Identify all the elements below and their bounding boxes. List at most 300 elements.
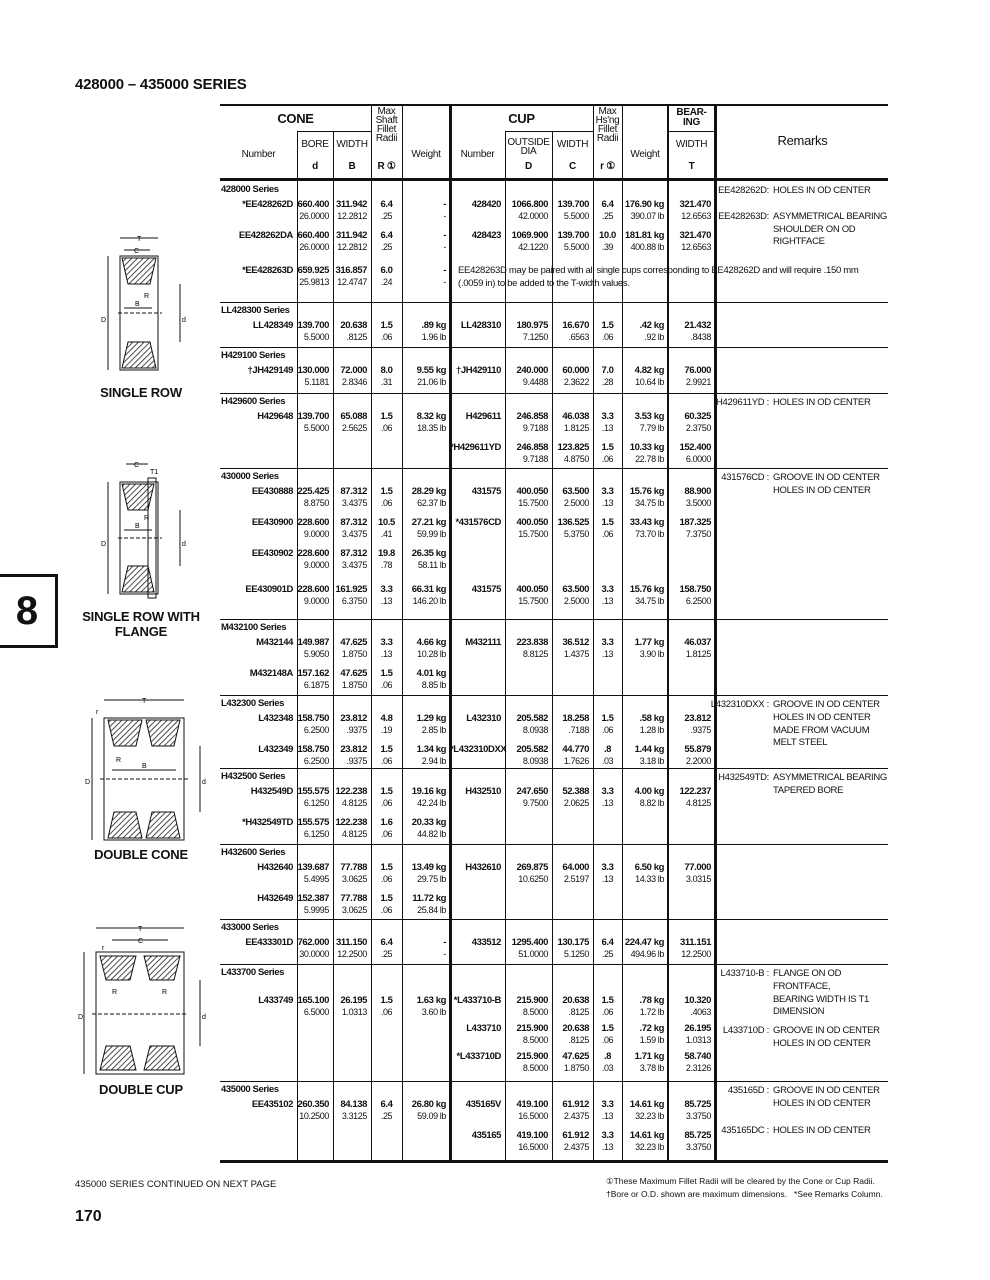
housing-fillet-radius-metric: 3.3	[601, 584, 614, 595]
cup-outside-dia	[505, 995, 552, 1018]
cone-width	[333, 230, 371, 253]
cone-number: EE428262DA	[238, 230, 293, 241]
remark-part-number: 431576CD :	[721, 472, 769, 483]
cone-weight	[402, 442, 450, 465]
housing-fillet-radius-metric: .8	[603, 1051, 612, 1062]
bearing-width	[668, 199, 715, 222]
shaft-fillet-radius-inch: .06	[380, 422, 393, 433]
cup-width	[552, 1130, 593, 1153]
cone-weight-metric: 20.33 kg	[411, 817, 446, 828]
housing-fillet-radius	[593, 786, 622, 809]
cup-number: M432111	[465, 637, 501, 648]
cup-width	[552, 637, 593, 660]
table-row	[220, 817, 715, 840]
cup-width	[552, 786, 593, 809]
remark-line: HOLES IN OD CENTER	[773, 1037, 871, 1049]
series-block	[220, 920, 888, 965]
cone-width-inch: 12.2812	[337, 210, 367, 221]
cup-outside-dia-metric: 246.858	[516, 411, 548, 422]
table-row	[220, 786, 715, 809]
bearing-width	[668, 668, 715, 691]
header-shaft-fillet: Max Shaft Fillet Radii	[375, 106, 398, 144]
bearing-width-inch: 6.0000	[685, 453, 711, 464]
cup-number: 433512	[471, 937, 501, 948]
single-row-diagram	[88, 228, 198, 378]
series-block	[220, 348, 888, 394]
cup-width-inch: 2.4375	[563, 1141, 589, 1152]
cup-outside-dia-metric: 400.050	[516, 584, 548, 595]
cup-width-inch: 2.5000	[563, 595, 589, 606]
cup-weight-metric: 176.90 kg	[624, 199, 664, 210]
cone-width-metric: 47.625	[340, 668, 367, 679]
cone-weight-inch: 25.84 lb	[417, 904, 446, 915]
cup-width	[552, 365, 593, 388]
cup-outside-dia-metric: 180.975	[516, 320, 548, 331]
cup-outside-dia-inch: 15.7500	[518, 595, 548, 606]
remark-line: GROOVE IN OD CENTER	[773, 472, 880, 483]
series-entries	[220, 713, 715, 775]
housing-fillet-radius	[593, 365, 622, 388]
cone-bore-inch: 8.8750	[303, 497, 329, 508]
double-cup-diagram	[72, 922, 214, 1082]
remark-line: MADE FROM VACUUM	[773, 724, 870, 736]
series-name: M432100 Series	[221, 622, 287, 633]
cup-outside-dia	[505, 517, 552, 540]
cone-weight	[402, 1099, 450, 1122]
cup-weight-inch: 32.23 lb	[635, 1141, 664, 1152]
cone-weight	[402, 265, 450, 288]
series-block	[220, 394, 888, 469]
shaft-fillet-radius-inch: .25	[380, 948, 393, 959]
shaft-fillet-radius-metric: 1.5	[380, 995, 393, 1006]
remark-line: HOLES IN OD CENTER	[773, 1097, 871, 1109]
shaft-fillet-radius	[371, 817, 402, 840]
cone-width-metric: 84.138	[340, 1099, 367, 1110]
cone-bore-inch: 5.5000	[303, 331, 329, 342]
svg-text:D: D	[78, 1014, 84, 1021]
cup-width-inch: .8125	[568, 1006, 589, 1017]
cone-weight-inch: -	[443, 948, 446, 959]
cone-bore-inch: 30.0000	[299, 948, 329, 959]
housing-fillet-radius-inch: .25	[601, 210, 614, 221]
bearing-width	[668, 365, 715, 388]
cup-weight	[622, 744, 668, 767]
cone-bore-inch: 9.0000	[303, 595, 329, 606]
cup-outside-dia	[505, 1099, 552, 1122]
cup-outside-dia-inch: 9.7188	[522, 453, 548, 464]
housing-fillet-radius-metric: 3.3	[601, 862, 614, 873]
header-remarks: Remarks	[777, 133, 828, 148]
cup-width-inch: 2.5000	[563, 497, 589, 508]
cone-bore-inch: 26.0000	[299, 210, 329, 221]
cone-bore-metric: 139.700	[297, 320, 329, 331]
housing-fillet-radius-metric: .8	[603, 744, 612, 755]
bearing-width-metric: 21.432	[684, 320, 711, 331]
bearing-width	[668, 786, 715, 809]
bearing-width-metric: 76.000	[684, 365, 711, 376]
shaft-fillet-radius-metric: 10.5	[378, 517, 395, 528]
cone-width	[333, 786, 371, 809]
cone-weight	[402, 1023, 450, 1046]
shaft-fillet-radius-inch: .78	[380, 559, 393, 570]
cone-number: H432649	[257, 893, 293, 904]
housing-fillet-radius	[593, 668, 622, 691]
cone-bore	[297, 744, 333, 767]
remark-text	[773, 211, 887, 249]
header-D-symbol: D	[525, 161, 532, 172]
cone-bore-inch: 9.0000	[303, 559, 329, 570]
cone-number: *H432549TD	[242, 817, 293, 828]
cone-width-inch: 3.4375	[341, 528, 367, 539]
single-row-flange-diagram	[88, 452, 198, 600]
shaft-fillet-radius-inch: .25	[380, 241, 393, 252]
shaft-fillet-radius-inch: .13	[380, 595, 393, 606]
cup-width	[552, 995, 593, 1018]
shaft-fillet-radius	[371, 411, 402, 434]
cup-outside-dia	[505, 199, 552, 222]
remark-line: BEARING WIDTH IS T1	[773, 993, 869, 1005]
header-cup-weight: Weight	[630, 149, 660, 160]
series-entries	[220, 862, 715, 924]
cone-width	[333, 442, 371, 465]
svg-text:T: T	[137, 236, 142, 243]
cone-bore	[297, 365, 333, 388]
cup-outside-dia-metric: 247.650	[516, 786, 548, 797]
series-name: L432300 Series	[221, 698, 285, 709]
bearing-width-inch: 2.3126	[685, 1062, 711, 1073]
cone-width-inch: 12.4747	[337, 276, 367, 287]
svg-text:d: d	[182, 541, 186, 548]
cup-outside-dia-inch: 15.7500	[518, 497, 548, 508]
cone-number: EE433301D	[245, 937, 293, 948]
cup-outside-dia-inch: 8.5000	[522, 1062, 548, 1073]
cup-number: 431575	[471, 486, 501, 497]
cone-weight-metric: 19.16 kg	[411, 786, 446, 797]
cone-width-metric: 311.942	[335, 199, 367, 210]
housing-fillet-radius	[593, 584, 622, 607]
cup-weight	[622, 817, 668, 840]
cone-bore	[297, 817, 333, 840]
cup-outside-dia	[505, 230, 552, 253]
cone-width-metric: 47.625	[340, 637, 367, 648]
svg-text:d: d	[202, 779, 206, 786]
series-name: 428000 Series	[221, 184, 279, 195]
remark-part-number: EE428263D:	[718, 210, 769, 222]
cup-weight-inch: 10.64 lb	[635, 376, 664, 387]
cup-width-metric: 139.700	[557, 199, 589, 210]
bearing-width-inch: 3.0315	[685, 873, 711, 884]
cone-bore	[297, 411, 333, 434]
bearing-width-inch: 12.6563	[681, 210, 711, 221]
shaft-fillet-radius-inch: .06	[380, 755, 393, 766]
bearing-width	[668, 486, 715, 509]
bearing-width	[668, 713, 715, 736]
housing-fillet-radius	[593, 1023, 622, 1046]
cup-outside-dia-metric: 215.900	[516, 1023, 548, 1034]
cone-bore-metric: 149.987	[297, 637, 329, 648]
series-entries	[220, 786, 715, 848]
cup-weight-inch: 1.28 lb	[639, 724, 664, 735]
svg-text:R: R	[144, 515, 150, 522]
table-row	[220, 1023, 715, 1046]
bearing-width-inch: .9375	[690, 724, 711, 735]
header-bearing: BEAR- ING	[676, 107, 707, 128]
cup-weight-metric: 14.61 kg	[629, 1099, 664, 1110]
cup-number: L432310	[466, 713, 501, 724]
footnote-fillet: ①These Maximum Fillet Radii will be cleared by the Cone or Cup Radii.	[606, 1176, 875, 1186]
cone-width	[333, 411, 371, 434]
series-block	[220, 845, 888, 920]
svg-text:D: D	[85, 779, 91, 786]
cup-weight	[622, 517, 668, 540]
shaft-fillet-radius-inch: .06	[380, 873, 393, 884]
cup-width-metric: 44.770	[562, 744, 589, 755]
svg-text:T: T	[138, 926, 143, 933]
cone-weight-inch: 29.75 lb	[417, 873, 446, 884]
shaft-fillet-radius-metric: 6.4	[380, 199, 393, 210]
bearing-width-inch: 1.8125	[685, 648, 711, 659]
shaft-fillet-radius	[371, 320, 402, 343]
cup-width	[552, 817, 593, 840]
cone-bore-inch: 5.9050	[303, 648, 329, 659]
series-entries	[220, 365, 715, 396]
remark-part-number: L433710-B :	[720, 968, 769, 979]
cone-number: L432349	[258, 744, 293, 755]
cup-outside-dia	[505, 584, 552, 607]
cone-width	[333, 584, 371, 607]
cone-bore-inch: 5.4995	[303, 873, 329, 884]
shaft-fillet-radius-metric: 1.5	[380, 786, 393, 797]
cone-weight	[402, 1130, 450, 1153]
shaft-fillet-radius	[371, 786, 402, 809]
bearing-table	[220, 104, 888, 1165]
cup-width-inch: 1.4375	[563, 648, 589, 659]
bearing-width	[668, 744, 715, 767]
housing-fillet-radius-metric: 1.5	[601, 320, 614, 331]
header-cup-number: Number	[460, 149, 495, 160]
bearing-width	[668, 1130, 715, 1153]
cup-weight-metric: 3.53 kg	[634, 411, 664, 422]
housing-fillet-radius	[593, 548, 622, 571]
cup-outside-dia-metric: 246.858	[516, 442, 548, 453]
housing-fillet-radius-inch: .39	[601, 241, 614, 252]
housing-fillet-radius	[593, 230, 622, 253]
cone-bore-metric: 660.400	[297, 199, 329, 210]
housing-fillet-radius	[593, 199, 622, 222]
cone-weight-metric: .89 kg	[421, 320, 446, 331]
cup-weight-inch: 34.75 lb	[635, 595, 664, 606]
bearing-width	[668, 442, 715, 465]
cup-weight-inch: 390.07 lb	[630, 210, 664, 221]
cone-bore-metric: 130.000	[297, 365, 329, 376]
remark-text	[773, 1025, 887, 1051]
cup-number: *L433710D	[456, 1051, 501, 1062]
cup-outside-dia	[505, 637, 552, 660]
cone-width	[333, 668, 371, 691]
remark-line: RIGHTFACE	[773, 236, 825, 248]
cone-bore	[297, 937, 333, 960]
cone-bore-inch: 6.5000	[303, 1006, 329, 1017]
series-block	[220, 469, 888, 620]
remark	[717, 1025, 887, 1051]
bearing-width	[668, 584, 715, 607]
cup-weight-metric: 4.82 kg	[634, 365, 664, 376]
housing-fillet-radius-inch: .25	[601, 948, 614, 959]
cone-width-metric: 23.812	[340, 713, 367, 724]
series-name: H429600 Series	[221, 396, 286, 407]
cup-width-inch: 4.8750	[563, 453, 589, 464]
cone-width-metric: 87.312	[340, 548, 367, 559]
bearing-width-inch: .8438	[690, 331, 711, 342]
cup-width-inch: 5.5000	[563, 210, 589, 221]
cone-weight	[402, 637, 450, 660]
shaft-fillet-radius	[371, 937, 402, 960]
cone-bore	[297, 1099, 333, 1122]
cup-weight-inch: 1.72 lb	[639, 1006, 664, 1017]
cup-outside-dia-metric: 240.000	[516, 365, 548, 376]
housing-fillet-radius-inch: .06	[601, 528, 614, 539]
series-name: LL428300 Series	[221, 305, 290, 316]
svg-text:C: C	[134, 248, 140, 255]
cup-weight-metric: 4.00 kg	[634, 786, 664, 797]
continued-note: 435000 SERIES CONTINUED ON NEXT PAGE	[75, 1179, 277, 1190]
cup-weight	[622, 1099, 668, 1122]
housing-fillet-radius-inch: .03	[601, 1062, 614, 1073]
shaft-fillet-radius-inch: .13	[380, 648, 393, 659]
cone-width-inch: 1.0313	[341, 1006, 367, 1017]
cone-width-metric: 161.925	[335, 584, 367, 595]
cone-bore	[297, 893, 333, 916]
cup-outside-dia	[505, 411, 552, 434]
cup-weight	[622, 995, 668, 1018]
series-entries	[220, 411, 715, 473]
cone-bore-metric: 228.600	[297, 584, 329, 595]
cup-weight-metric: .58 kg	[639, 713, 664, 724]
cone-weight	[402, 817, 450, 840]
table-header	[220, 104, 888, 180]
housing-fillet-radius-inch: .13	[601, 497, 614, 508]
cone-width-inch: 3.4375	[341, 559, 367, 570]
cone-bore-inch: 26.0000	[299, 241, 329, 252]
cone-number: M432144	[256, 637, 293, 648]
shaft-fillet-radius-inch: .31	[380, 376, 393, 387]
cup-weight-metric: 1.44 kg	[634, 744, 664, 755]
housing-fillet-radius-metric: 7.0	[601, 365, 614, 376]
series-name: H432500 Series	[221, 771, 286, 782]
cone-bore-inch: 6.2500	[303, 755, 329, 766]
cup-outside-dia	[505, 668, 552, 691]
remark-part-number: H429611YD :	[715, 397, 769, 408]
cone-width	[333, 1130, 371, 1153]
cone-bore-inch: 9.0000	[303, 528, 329, 539]
housing-fillet-radius-inch: .06	[601, 453, 614, 464]
series-block	[220, 696, 888, 769]
cup-number: 431575	[471, 584, 501, 595]
bearing-width-metric: 46.037	[684, 637, 711, 648]
cone-width-metric: 23.812	[340, 744, 367, 755]
cone-weight-metric: 26.35 kg	[411, 548, 446, 559]
cup-weight	[622, 637, 668, 660]
cup-width-metric: 61.912	[562, 1099, 589, 1110]
cone-weight-inch: 21.06 lb	[417, 376, 446, 387]
cup-width	[552, 584, 593, 607]
cone-bore-inch: 6.1250	[303, 797, 329, 808]
cone-number	[220, 1130, 297, 1153]
housing-fillet-radius-inch: .13	[601, 422, 614, 433]
header-R-symbol: R ①	[377, 161, 396, 172]
cone-weight-inch: 2.85 lb	[421, 724, 446, 735]
cone-bore-inch: 25.9813	[299, 276, 329, 287]
svg-text:B: B	[135, 523, 140, 530]
cup-width	[552, 230, 593, 253]
cup-width	[552, 1099, 593, 1122]
cone-weight-inch: 146.20 lb	[412, 595, 446, 606]
cone-number	[220, 1023, 297, 1046]
bearing-width	[668, 937, 715, 960]
cup-weight	[622, 668, 668, 691]
cup-outside-dia-inch: 9.4488	[522, 376, 548, 387]
cone-bore-metric: 225.425	[297, 486, 329, 497]
cone-width-inch: 3.3125	[341, 1110, 367, 1121]
cone-weight	[402, 893, 450, 916]
header-bore-symbol: d	[312, 161, 318, 172]
housing-fillet-radius	[593, 442, 622, 465]
header-cone-weight: Weight	[411, 149, 441, 160]
cup-outside-dia-inch: 7.1250	[522, 331, 548, 342]
bearing-width-inch: .4063	[690, 1006, 711, 1017]
cone-bore-metric: 139.687	[297, 862, 329, 873]
cup-outside-dia-metric: 205.582	[516, 713, 548, 724]
shaft-fillet-radius	[371, 517, 402, 540]
cone-width-metric: 316.857	[335, 265, 367, 276]
svg-text:d: d	[202, 1014, 206, 1021]
svg-text:D: D	[101, 541, 107, 548]
shaft-fillet-radius-metric: 8.0	[380, 365, 393, 376]
header-cone-number: Number	[241, 149, 276, 160]
shaft-fillet-radius-metric: 6.4	[380, 230, 393, 241]
remark	[717, 397, 887, 410]
cup-outside-dia	[505, 937, 552, 960]
shaft-fillet-radius-inch: .06	[380, 797, 393, 808]
housing-fillet-radius	[593, 744, 622, 767]
table-row	[220, 1099, 715, 1122]
remark-line: HOLES IN OD CENTER	[773, 1124, 871, 1136]
cup-outside-dia	[505, 365, 552, 388]
bearing-width-metric: 85.725	[684, 1099, 711, 1110]
cone-weight	[402, 744, 450, 767]
cone-width-inch: 3.0625	[341, 904, 367, 915]
housing-fillet-radius-metric: 3.3	[601, 411, 614, 422]
cup-outside-dia	[505, 548, 552, 571]
cup-outside-dia	[505, 893, 552, 916]
cup-outside-dia-inch: 10.6250	[518, 873, 548, 884]
table-row	[220, 548, 715, 571]
cup-width-metric: 20.638	[562, 1023, 589, 1034]
remark	[717, 1125, 887, 1138]
cone-weight-metric: 4.66 kg	[416, 637, 446, 648]
cup-width-inch: 1.8750	[563, 1062, 589, 1073]
header-r-symbol: r ①	[600, 161, 615, 172]
cone-bore	[297, 548, 333, 571]
cone-weight-inch: 59.09 lb	[417, 1110, 446, 1121]
housing-fillet-radius-metric: 3.3	[601, 1099, 614, 1110]
series-block	[220, 182, 888, 303]
shaft-fillet-radius-metric: 6.4	[380, 937, 393, 948]
remark-text	[773, 472, 887, 498]
cup-weight	[622, 199, 668, 222]
cup-width-metric: 46.038	[562, 411, 589, 422]
cone-weight-inch: 44.82 lb	[417, 828, 446, 839]
